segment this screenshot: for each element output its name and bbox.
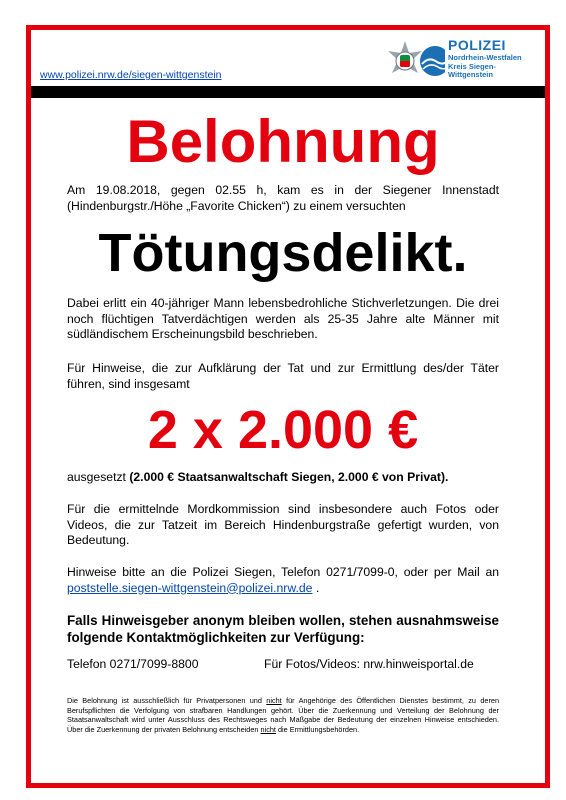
- anonymous-portal: Für Fotos/Videos: nrw.hinweisportal.de: [264, 657, 474, 671]
- anonymous-heading: Falls Hinweisgeber anonym bleiben wollen, stehen ausnahmsweise folgende Kontaktmöglichkeiten zur Verfügung:: [67, 613, 499, 645]
- logo-district-line2: Wittgenstein: [448, 70, 493, 79]
- reward-intro-paragraph: Für Hinweise, die zur Aufklärung der Tat und zur Ermittlung des/der Täter führen, sind insgesamt: [67, 361, 499, 391]
- email-link[interactable]: poststelle.siegen-wittgenstein@polizei.nrw.de: [67, 580, 313, 595]
- fine-print-part-a: Die Belohnung ist ausschließlich für Privatpersonen und: [67, 696, 262, 705]
- fine-print-part-b: für Angehörige des Öffentlichen Dienstes bestimmt, zu deren Berufspflichten die Verfolgung von strafbaren Handlungen gehört. Über die Zuerkennung und Verteilung der Belohnung der Staatsanwaltschaft wird unter Ausschluss des Rechtsweges nach Maßgabe der Bedeutung der einzelnen Hinweise entschieden. Über die Zuerkennung der privaten Belohnung entscheiden: [67, 696, 500, 734]
- reward-amount: 2 x 2.000 €: [147, 400, 419, 460]
- logo-district-line1: Kreis Siegen-: [448, 61, 496, 71]
- logo-state: Nordrhein-Westfalen: [448, 53, 522, 62]
- reward-note-prefix: ausgesetzt: [67, 470, 126, 484]
- logo-title: POLIZEI: [448, 37, 506, 53]
- police-website-link[interactable]: www.polizei.nrw.de/siegen-wittgenstein: [40, 69, 222, 81]
- reward-note-detail: (2.000 € Staatsanwaltschaft Siegen, 2.000 € von Privat).: [129, 470, 449, 484]
- fine-print-part-c: die Ermittlungsbehörden.: [277, 724, 360, 734]
- intro-paragraph: Am 19.08.2018, gegen 02.55 h, kam es in der Siegener Innenstadt (Hindenburgstr./Höhe „Favorite Chicken“) zu einem versuchten: [67, 183, 499, 213]
- description-paragraph: Dabei erlitt ein 40-jähriger Mann lebensbedrohliche Stichverletzungen. Die drei noch flüchtigen Tatverdächtigen werden als 25-35 Jahre alte Männer mit südländischem Erscheinungsbild beschrieben.: [67, 296, 499, 341]
- police-logo-text: [448, 38, 522, 79]
- fine-print-emphasis-1: nicht: [266, 696, 282, 705]
- contact-text: Hinweise bitte an die Polizei Siegen, Telefon 0271/7099-0, oder per Mail an: [67, 565, 499, 579]
- fine-print-emphasis-2: nicht: [260, 724, 276, 734]
- page-title: Belohnung: [126, 108, 440, 175]
- contact-paragraph: [67, 565, 499, 596]
- fine-print: [67, 696, 499, 734]
- evidence-paragraph: Für die ermittelnde Mordkommission sind insbesondere auch Fotos oder Videos, die zur Tatzeit im Bereich Hindenburgstraße gefertigt wurden, von Bedeutung.: [67, 502, 499, 547]
- anonymous-phone: Telefon 0271/7099-8800: [67, 657, 199, 671]
- reward-note: [67, 470, 499, 486]
- header-divider-bar: [31, 86, 545, 98]
- police-star-emblem-icon: [385, 36, 445, 86]
- crime-heading: Tötungsdelikt.: [98, 223, 468, 283]
- contact-end: .: [315, 580, 320, 595]
